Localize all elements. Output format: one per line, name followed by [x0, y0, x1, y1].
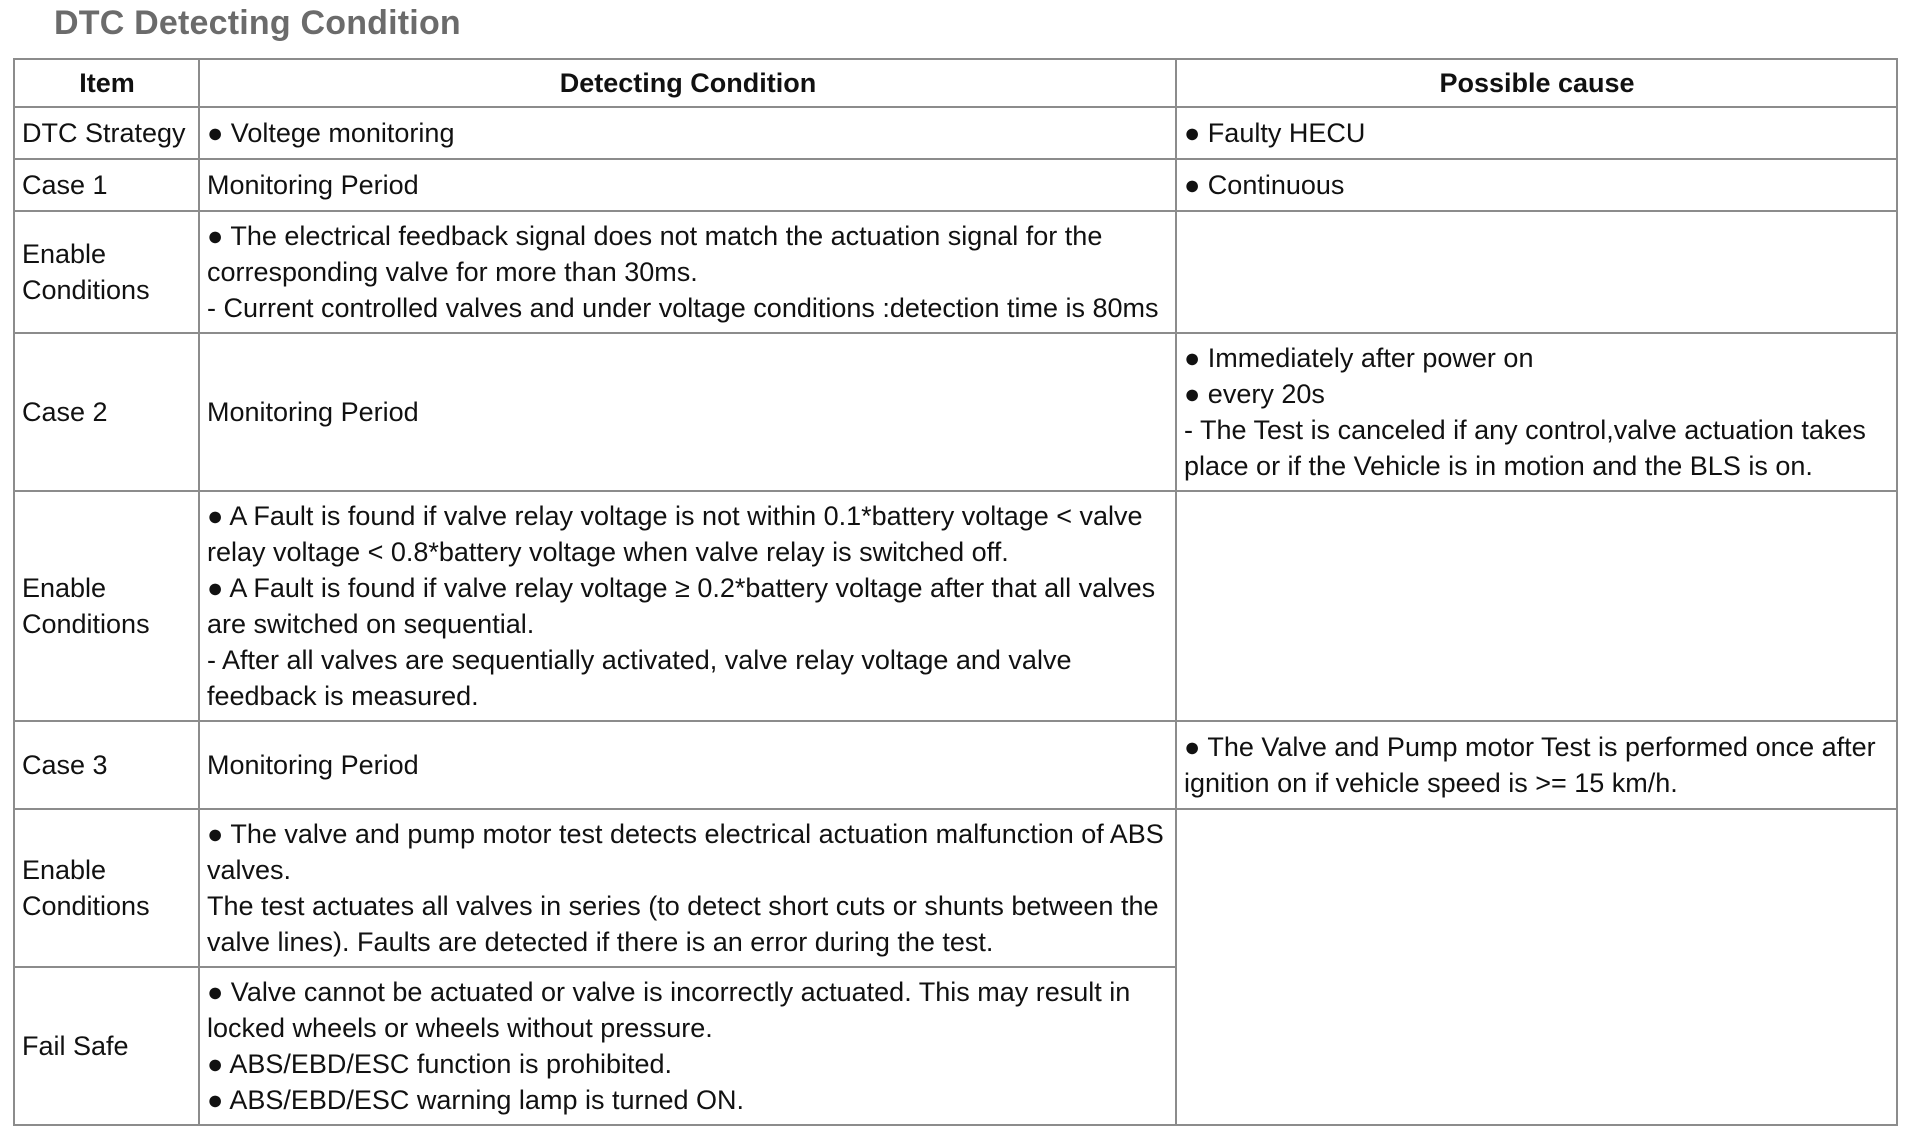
condition-line: ● The electrical feedback signal does not match the actuation signal for the corresponding valve for more than 30ms. — [207, 221, 1103, 287]
cause-cell — [1176, 211, 1897, 333]
condition-line: ● Voltege monitoring — [207, 118, 455, 148]
condition-cell — [199, 967, 1176, 1125]
condition-line: ● ABS/EBD/ESC warning lamp is turned ON. — [207, 1085, 745, 1115]
condition-cell — [199, 491, 1176, 721]
condition-line: Monitoring Period — [207, 170, 419, 200]
table-row-case-3 — [14, 721, 1897, 809]
cause-line: ● The Valve and Pump motor Test is performed once after ignition on if vehicle speed is >= 15 km/h. — [1184, 732, 1876, 798]
table-row-dtc-strategy — [14, 107, 1897, 159]
cause-cell — [1176, 333, 1897, 491]
condition-line: ● A Fault is found if valve relay voltage is not within 0.1*battery voltage < valve relay voltage < 0.8*battery voltage when valve relay is switched off. — [207, 501, 1143, 567]
item-cell: Enable Conditions — [14, 211, 199, 333]
condition-cell — [199, 159, 1176, 211]
condition-line: - After all valves are sequentially activated, valve relay voltage and valve feedback is measured. — [207, 645, 1072, 711]
condition-line: ● ABS/EBD/ESC function is prohibited. — [207, 1049, 673, 1079]
dtc-detecting-condition-table — [13, 58, 1898, 1126]
table-row-enable-conditions-3 — [14, 809, 1897, 967]
header-row — [14, 59, 1897, 107]
cause-cell — [1176, 491, 1897, 721]
page-title: DTC Detecting Condition — [54, 4, 461, 42]
condition-line: ● Valve cannot be actuated or valve is incorrectly actuated. This may result in locked wheels or wheels without pressure. — [207, 977, 1131, 1043]
cause-cell — [1176, 721, 1897, 809]
cause-line: ● Faulty HECU — [1184, 118, 1366, 148]
header-possible-cause: Possible cause — [1176, 59, 1897, 107]
condition-line: ● A Fault is found if valve relay voltage ≥ 0.2*battery voltage after that all valves are switched on sequential. — [207, 573, 1156, 639]
cause-line: - The Test is canceled if any control,valve actuation takes place or if the Vehicle is in motion and the BLS is on. — [1184, 415, 1866, 481]
table-row-enable-conditions-2 — [14, 491, 1897, 721]
condition-cell — [199, 721, 1176, 809]
table-row-case-1 — [14, 159, 1897, 211]
cause-cell — [1176, 107, 1897, 159]
cause-line: ● Continuous — [1184, 170, 1345, 200]
cause-line: ● every 20s — [1184, 379, 1325, 409]
item-cell: Case 3 — [14, 721, 199, 809]
condition-line: The test actuates all valves in series (to detect short cuts or shunts between the valve lines). Faults are detected if there is an error during the test. — [207, 891, 1159, 957]
cause-line: ● Immediately after power on — [1184, 343, 1534, 373]
cause-cell — [1176, 159, 1897, 211]
condition-line: - Current controlled valves and under voltage conditions :detection time is 80ms — [207, 293, 1159, 323]
condition-cell — [199, 809, 1176, 967]
header-item: Item — [14, 59, 199, 107]
item-cell: Case 1 — [14, 159, 199, 211]
condition-line: ● The valve and pump motor test detects electrical actuation malfunction of ABS valves. — [207, 819, 1164, 885]
condition-cell — [199, 333, 1176, 491]
item-cell: Enable Conditions — [14, 809, 199, 967]
item-cell: Fail Safe — [14, 967, 199, 1125]
header-detecting-condition: Detecting Condition — [199, 59, 1176, 107]
cause-cell — [1176, 809, 1897, 1125]
condition-line: Monitoring Period — [207, 397, 419, 427]
item-cell: DTC Strategy — [14, 107, 199, 159]
condition-line: Monitoring Period — [207, 750, 419, 780]
table-row-enable-conditions-1 — [14, 211, 1897, 333]
condition-cell — [199, 107, 1176, 159]
item-cell: Case 2 — [14, 333, 199, 491]
table-row-case-2 — [14, 333, 1897, 491]
item-cell: Enable Conditions — [14, 491, 199, 721]
condition-cell — [199, 211, 1176, 333]
